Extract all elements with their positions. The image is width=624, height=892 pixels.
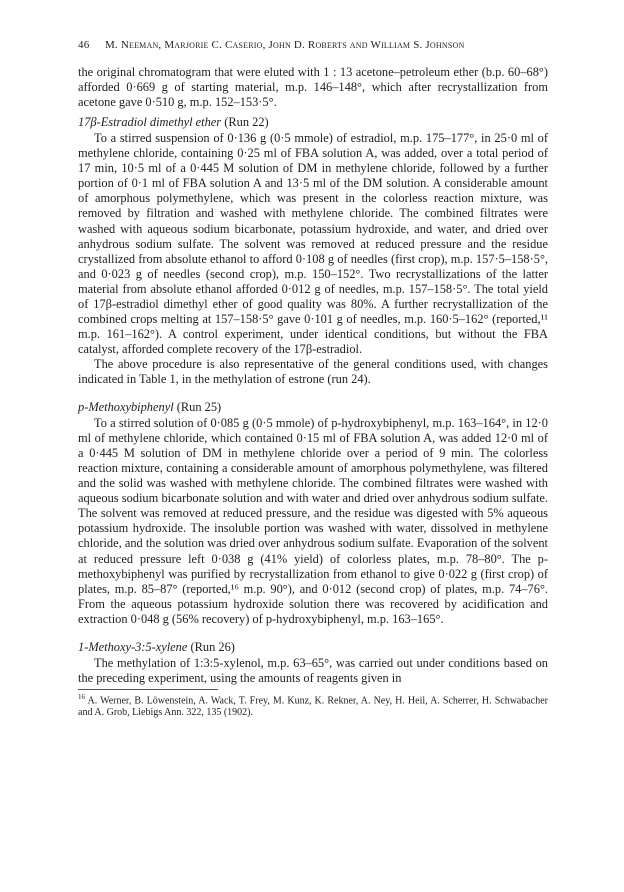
footnote	[78, 692, 548, 718]
paper-page	[78, 38, 548, 718]
run-label: (Run 22)	[224, 115, 269, 130]
author-line: M. Neeman, Marjorie C. Caserio, John D. Roberts and William S. Johnson	[104, 39, 465, 51]
footnote-text: A. Werner, B. Löwenstein, A. Wack, T. Frey, M. Kunz, K. Rekner, A. Ney, H. Heil, A. Scherrer, H. Schwabacher and A. Grob, Liebigs Ann. 322, 135 (1902).	[78, 695, 548, 718]
intro-paragraph: the original chromatogram that were eluted with 1 : 13 acetone–petroleum ether (b.p. 60–68°) afforded 0·669 g of starting material, m.p. 146–148°, which after recrystallization from acetone gave 0·510 g, m.p. 152–153·5°.	[78, 65, 548, 110]
body-paragraph: To a stirred suspension of 0·136 g (0·5 mmole) of estradiol, m.p. 175–177°, in 25·0 ml of methylene chloride, containing 0·25 ml of FBA solution A, was added, over a total period of 17 min, 10·5 ml of a 0·445 M solution of DM in methylene chloride, followed by a further portion of 0·1 ml of FBA solution A and 13·5 ml of the DM solution. A considerable amount of amorphous polymethylene, which was present in the colorless reaction mixture, was removed by filtration and washed with methylene chloride. The combined filtrates were washed with aqueous sodium bicarbonate, potassium hydroxide, and water, and dried over anhydrous sodium sulfate. The solvent was removed at reduced pressure and the residue crystallized from absolute ethanol to afford 0·108 g of needles (first crop), m.p. 157·5–158·5°, and 0·023 g of needles (second crop), m.p. 150–152°. Two recrystallizations of the latter material from absolute ethanol afforded 0·012 g of needles, m.p. 157–158·5°. The total yield of 17β-estradiol dimethyl ether of good quality was 80%. A further recrystallization of the combined crops melting at 157–158·5° gave 0·101 g of needles, m.p. 160·5–162° (reported,¹¹ m.p. 161–162°). A control experiment, under identical conditions, but without the FBA catalyst, afforded complete recovery of the 17β-estradiol.	[78, 131, 548, 356]
body-paragraph: The above procedure is also representative of the general conditions used, with changes indicated in Table 1, in the methylation of estrone (run 24).	[78, 356, 548, 386]
section-title: p-Methoxybiphenyl	[78, 400, 174, 415]
section-heading-methoxyxylene	[78, 640, 548, 655]
footnote-marker: 16	[78, 692, 85, 701]
section-heading-methoxybiphenyl	[78, 400, 548, 415]
section-heading-estradiol	[78, 115, 548, 130]
footnote-divider	[78, 689, 218, 690]
section-title: 1-Methoxy-3:5-xylene	[78, 639, 188, 654]
section-title: 17β-Estradiol dimethyl ether	[78, 115, 222, 130]
run-label: (Run 25)	[176, 400, 222, 415]
running-header	[78, 38, 548, 53]
body-paragraph: To a stirred solution of 0·085 g (0·5 mmole) of p-hydroxybiphenyl, m.p. 163–164°, in 12·0 ml of methylene chloride, which contained 0·15 ml of FBA solution A, was added 12·0 ml of a 0·445 M solution of DM in methylene chloride over a period of 9 min. The colorless reaction mixture, containing a considerable amount of amorphous polymethylene, was filtered and the solid was washed with methylene chloride. The combined filtrates were washed with aqueous sodium bicarbonate solution and with water and dried over anhydrous sodium sulfate. The solvent was removed at reduced pressure, and the residue was digested with 5% aqueous potassium hydroxide. The insoluble portion was washed with water, dissolved in methylene chloride, and the solution was dried over anhydrous sodium sulfate. Evaporation of the solvent at reduced pressure left 0·038 g (41% yield) of colorless plates, m.p. 78–80°. The p-methoxybiphenyl was purified by recrystallization from ethanol to give 0·022 g (first crop) of plates, m.p. 85–87° (reported,¹⁶ m.p. 90°), and 0·012 (second crop) of plates, m.p. 74–76°. From the aqueous potassium hydroxide solution there was recovered by acidification and extraction 0·048 g (56% recovery) of p-hydroxybiphenyl, m.p. 163–165°.	[78, 416, 548, 626]
run-label: (Run 26)	[190, 639, 235, 654]
body-paragraph: The methylation of 1:3:5-xylenol, m.p. 63–65°, was carried out under conditions based on the preceding experiment, using the amounts of reagents given in	[78, 655, 548, 685]
page-number: 46	[78, 39, 90, 51]
